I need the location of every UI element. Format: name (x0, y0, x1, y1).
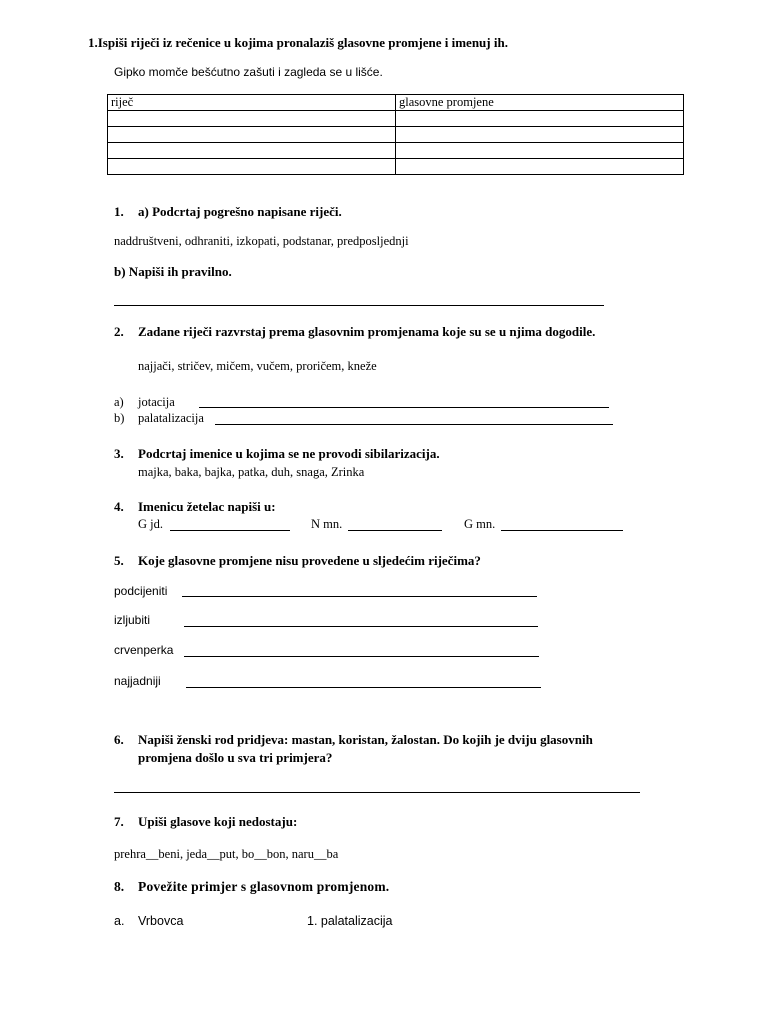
q2-item-b-label: palatalizacija (138, 411, 204, 425)
task-title: 1.Ispiši riječi iz rečenice u kojima pronalaziš glasovne promjene i imenuj ih. (88, 35, 508, 50)
q5-number: 5. (114, 553, 124, 568)
q1-words: naddruštveni, odhraniti, izkopati, podstanar, predposljednji (114, 234, 409, 248)
table-row (108, 143, 684, 159)
table-cell[interactable] (108, 127, 396, 143)
q8-left-letter: a. (114, 914, 125, 928)
q5-word-3: crvenperka (114, 643, 174, 657)
q6-number: 6. (114, 732, 124, 747)
q2-number: 2. (114, 324, 124, 339)
q7-title: Upiši glasove koji nedostaju: (138, 814, 298, 829)
q1-number: 1. (114, 204, 124, 219)
q4-title: Imenicu žetelac napiši u: (138, 499, 276, 514)
q3-number: 3. (114, 446, 124, 461)
q1-answer-line[interactable] (114, 305, 604, 306)
q8-title: Povežite primjer s glasovnom promjenom. (138, 879, 390, 894)
header-cell-glasovne-promjene: glasovne promjene (396, 95, 684, 111)
q2-item-b-line[interactable] (215, 424, 613, 425)
table-cell[interactable] (108, 111, 396, 127)
q8-number: 8. (114, 879, 125, 894)
table-header-row (108, 95, 684, 111)
q5-word-1: podcijeniti (114, 584, 168, 598)
q4-line-g-mn[interactable] (501, 530, 623, 531)
table-cell[interactable] (396, 127, 684, 143)
q5-line-1[interactable] (182, 596, 537, 597)
q4-case-g-mn: G mn. (464, 517, 496, 531)
q4-line-g-jd[interactable] (170, 530, 290, 531)
q6-line-2: promjena došlo u sva tri primjera? (138, 750, 333, 765)
q2-item-a-label: jotacija (138, 395, 175, 409)
table-row (108, 127, 684, 143)
q4-line-n-mn[interactable] (348, 530, 442, 531)
q5-word-4: najjadniji (114, 674, 161, 688)
table-row (108, 159, 684, 175)
q3-words: majka, baka, bajka, patka, duh, snaga, Zrinka (138, 465, 365, 479)
q5-line-3[interactable] (184, 656, 539, 657)
q2-words: najjači, stričev, mičem, vučem, proričem, kneže (138, 359, 377, 373)
q2-item-b-letter: b) (114, 411, 125, 425)
q5-word-2: izljubiti (114, 613, 151, 627)
q5-line-2[interactable] (184, 626, 538, 627)
table-cell[interactable] (396, 159, 684, 175)
q1-subtitle: b) Napiši ih pravilno. (114, 264, 232, 279)
q4-number: 4. (114, 499, 124, 514)
q4-case-n-mn: N mn. (311, 517, 343, 531)
q4-case-g-jd: G jd. (138, 517, 163, 531)
table-cell[interactable] (108, 143, 396, 159)
header-cell-rijec: riječ (108, 95, 396, 111)
table-cell[interactable] (108, 159, 396, 175)
q7-text: prehra__beni, jeda__put, bo__bon, naru__ba (114, 847, 339, 861)
q6-line-1: Napiši ženski rod pridjeva: mastan, koristan, žalostan. Do kojih je dviju glasovnih (138, 732, 593, 747)
q5-line-4[interactable] (186, 687, 541, 688)
q2-item-a-line[interactable] (199, 407, 609, 408)
q7-number: 7. (114, 814, 124, 829)
q6-answer-line[interactable] (114, 792, 640, 793)
answer-table (107, 94, 684, 175)
q8-right-item: 1. palatalizacija (307, 914, 393, 928)
q3-title: Podcrtaj imenice u kojima se ne provodi sibilarizacija. (138, 446, 440, 461)
q5-title: Koje glasovne promjene nisu provedene u sljedećim riječima? (138, 553, 481, 568)
q8-left-word: Vrbovca (138, 914, 184, 928)
table-cell[interactable] (396, 111, 684, 127)
q2-title: Zadane riječi razvrstaj prema glasovnim promjenama koje su se u njima dogodile. (138, 324, 596, 339)
table-row (108, 111, 684, 127)
q1-title: a) Podcrtaj pogrešno napisane riječi. (138, 204, 342, 219)
example-sentence: Gipko momče bešćutno zašuti i zagleda se u lišće. (114, 65, 383, 79)
table-cell[interactable] (396, 143, 684, 159)
q2-item-a-letter: a) (114, 395, 124, 409)
